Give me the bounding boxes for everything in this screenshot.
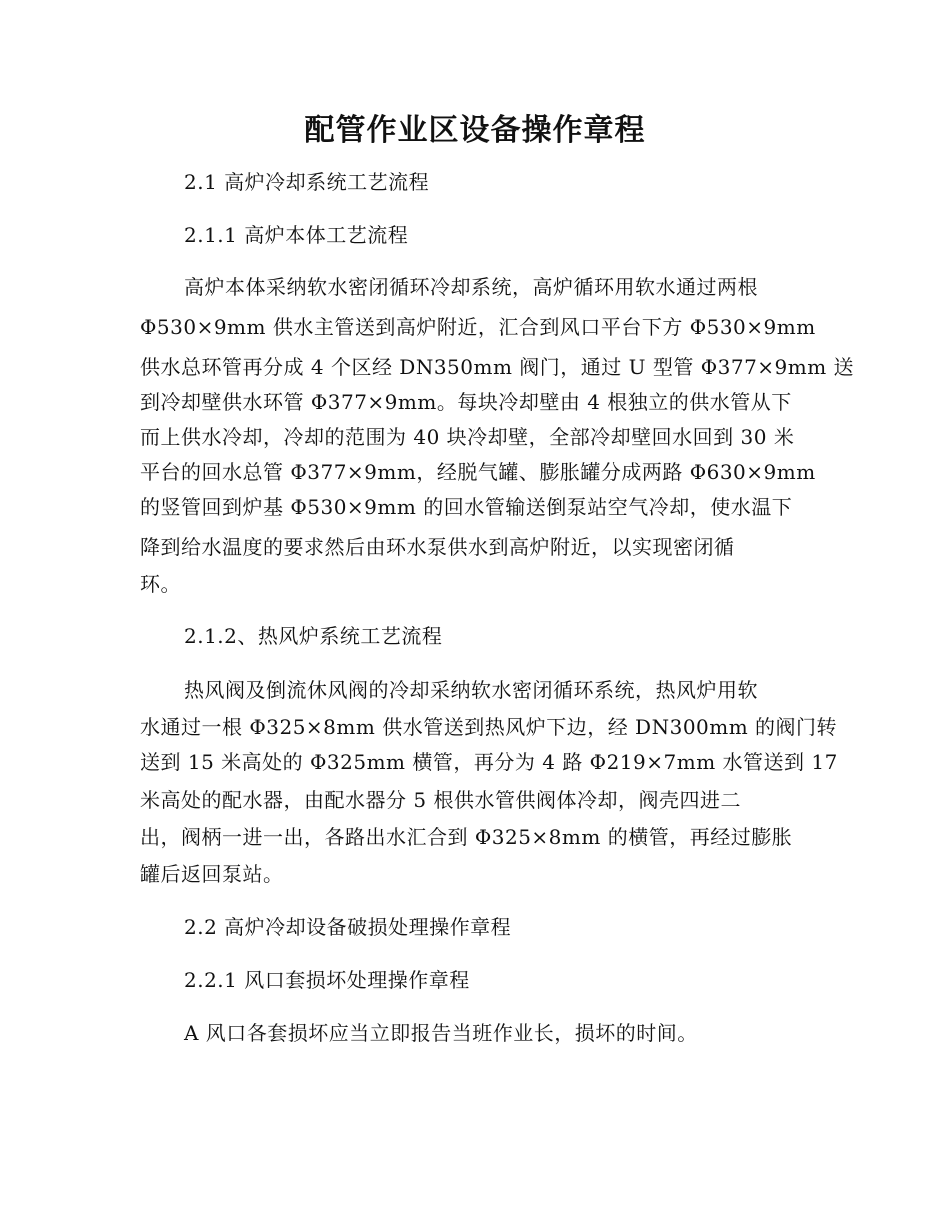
- section-heading-2-1-2: 2.1.2、热风炉系统工艺流程: [184, 624, 443, 648]
- paragraph-line: 环。: [140, 572, 181, 596]
- section-heading-2-2-1: 2.2.1 风口套损坏处理操作章程: [184, 968, 470, 992]
- paragraph-line: 罐后返回泵站。: [140, 862, 284, 886]
- paragraph-line: 降到给水温度的要求然后由环水泵供水到高炉附近，以实现密闭循: [140, 535, 735, 559]
- paragraph-line: 而上供水冷却，冷却的范围为 40 块冷却壁，全部冷却壁回水回到 30 米: [140, 425, 795, 449]
- paragraph-line: 米高处的配水器，由配水器分 5 根供水管供阀体冷却，阀壳四进二: [140, 788, 741, 812]
- paragraph-line: A 风口各套损坏应当立即报告当班作业长，损坏的时间。: [184, 1021, 698, 1045]
- paragraph-line: 的竖管回到炉基 Φ530×9mm 的回水管输送倒泵站空气冷却，使水温下: [140, 495, 793, 519]
- section-heading-2-1-1: 2.1.1 高炉本体工艺流程: [184, 223, 409, 247]
- document-title: 配管作业区设备操作章程: [304, 113, 646, 148]
- paragraph-line: 出，阀柄一进一出，各路出水汇合到 Φ325×8mm 的横管，再经过膨胀: [140, 825, 793, 849]
- section-heading-2-2: 2.2 高炉冷却设备破损处理操作章程: [184, 915, 512, 939]
- paragraph-line: 高炉本体采纳软水密闭循环冷却系统，高炉循环用软水通过两根: [184, 275, 758, 299]
- paragraph-line: 送到 15 米高处的 Φ325mm 横管，再分为 4 路 Φ219×7mm 水管送到 17: [140, 750, 838, 774]
- section-heading-2-1: 2.1 高炉冷却系统工艺流程: [184, 170, 430, 194]
- paragraph-line: 供水总环管再分成 4 个区经 DN350mm 阀门，通过 U 型管 Φ377×9mm 送: [140, 355, 855, 379]
- paragraph-line: 水通过一根 Φ325×8mm 供水管送到热风炉下边，经 DN300mm 的阀门转: [140, 715, 838, 739]
- paragraph-line: 平台的回水总管 Φ377×9mm，经脱气罐、膨胀罐分成两路 Φ630×9mm: [140, 460, 816, 484]
- paragraph-line: 热风阀及倒流休风阀的冷却采纳软水密闭循环系统，热风炉用软: [184, 678, 758, 702]
- paragraph-line: Φ530×9mm 供水主管送到高炉附近，汇合到风口平台下方 Φ530×9mm: [140, 315, 816, 339]
- paragraph-line: 到冷却壁供水环管 Φ377×9mm。每块冷却壁由 4 根独立的供水管从下: [140, 390, 792, 414]
